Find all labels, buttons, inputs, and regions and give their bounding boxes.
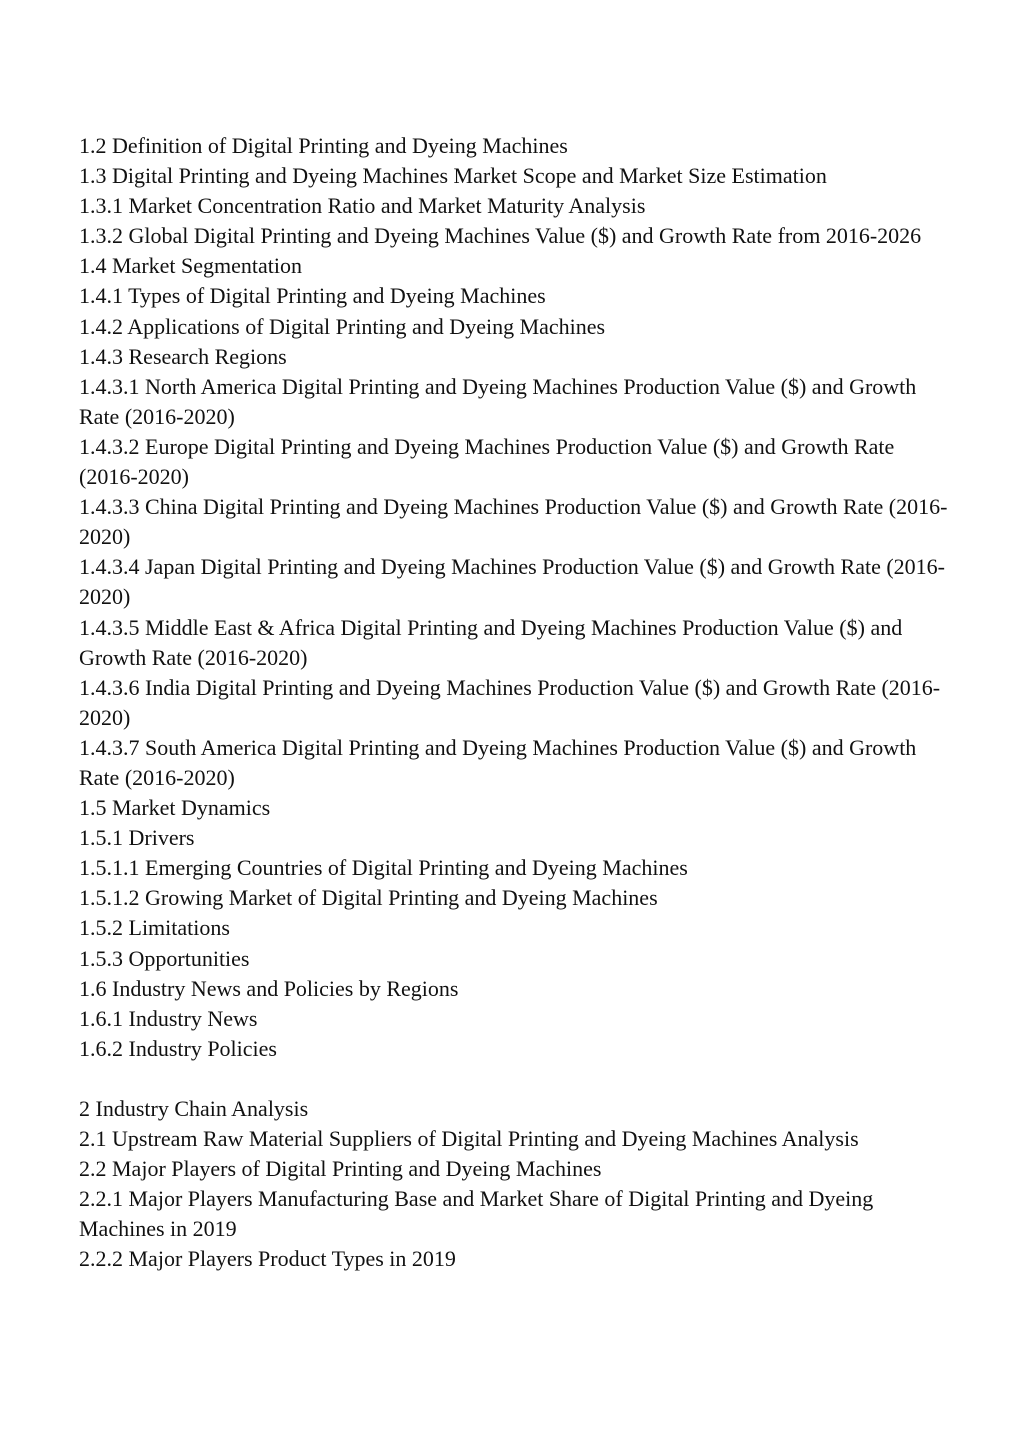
toc-entry: 1.4.3.1 North America Digital Printing and Dyeing Machines Production Value ($) and Growth Rate (2016-2020) xyxy=(79,373,917,429)
toc-entry: 1.4 Market Segmentation xyxy=(79,253,303,279)
toc-entry: 2.1 Upstream Raw Material Suppliers of Digital Printing and Dyeing Machines Analysis xyxy=(79,1126,859,1152)
toc-entry: 1.6 Industry News and Policies by Regions xyxy=(79,975,459,1001)
toc-entry: 2.2 Major Players of Digital Printing and Dyeing Machines xyxy=(79,1156,602,1182)
toc-entry: 1.4.2 Applications of Digital Printing and Dyeing Machines xyxy=(79,313,606,339)
toc-entry: 1.4.3.2 Europe Digital Printing and Dyeing Machines Production Value ($) and Growth Rate (2016-2020) xyxy=(79,433,895,490)
toc-entry: 1.3.2 Global Digital Printing and Dyeing Machines Value ($) and Growth Rate from 2016-2026 xyxy=(79,223,922,249)
toc-entry: 1.5.3 Opportunities xyxy=(79,945,250,971)
toc-entry: 1.4.1 Types of Digital Printing and Dyeing Machines xyxy=(79,283,546,309)
toc-entry: 1.5.1.1 Emerging Countries of Digital Printing and Dyeing Machines xyxy=(79,855,688,881)
toc-entry: 1.3.1 Market Concentration Ratio and Market Maturity Analysis xyxy=(79,193,646,219)
toc-entry: 1.4.3.6 India Digital Printing and Dyeing Machines Production Value ($) and Growth Rate (2016-2020) xyxy=(79,674,941,730)
toc-entry: 1.4.3.5 Middle East & Africa Digital Printing and Dyeing Machines Production Value ($) and Growth Rate (2016-2020) xyxy=(79,614,903,670)
toc-entry: 1.4.3.3 China Digital Printing and Dyeing Machines Production Value ($) and Growth Rate (2016-2020) xyxy=(79,494,948,550)
toc-entry: 1.4.3.4 Japan Digital Printing and Dyeing Machines Production Value ($) and Growth Rate (2016-2020) xyxy=(79,554,945,610)
table-of-contents xyxy=(79,131,949,1275)
toc-entry: 2.2.1 Major Players Manufacturing Base and Market Share of Digital Printing and Dyeing Machines in 2019 xyxy=(79,1186,874,1242)
toc-entry: 1.4.3 Research Regions xyxy=(79,343,287,369)
toc-entry: 1.5.1 Drivers xyxy=(79,825,195,851)
toc-entry: 1.5.2 Limitations xyxy=(79,915,230,941)
section-spacer xyxy=(79,1064,949,1094)
toc-entry: 1.5 Market Dynamics xyxy=(79,795,271,821)
toc-entry: 1.5.1.2 Growing Market of Digital Printing and Dyeing Machines xyxy=(79,885,658,911)
toc-entry: 1.2 Definition of Digital Printing and Dyeing Machines xyxy=(79,133,568,158)
toc-entry: 1.6.2 Industry Policies xyxy=(79,1035,277,1061)
toc-chapter-heading: 2 Industry Chain Analysis xyxy=(79,1096,309,1121)
toc-entry: 1.6.1 Industry News xyxy=(79,1005,258,1031)
toc-entry: 2.2.2 Major Players Product Types in 2019 xyxy=(79,1246,456,1272)
toc-entry: 1.4.3.7 South America Digital Printing and Dyeing Machines Production Value ($) and Growth Rate (2016-2020) xyxy=(79,734,917,790)
toc-entry: 1.3 Digital Printing and Dyeing Machines Market Scope and Market Size Estimation xyxy=(79,163,827,189)
